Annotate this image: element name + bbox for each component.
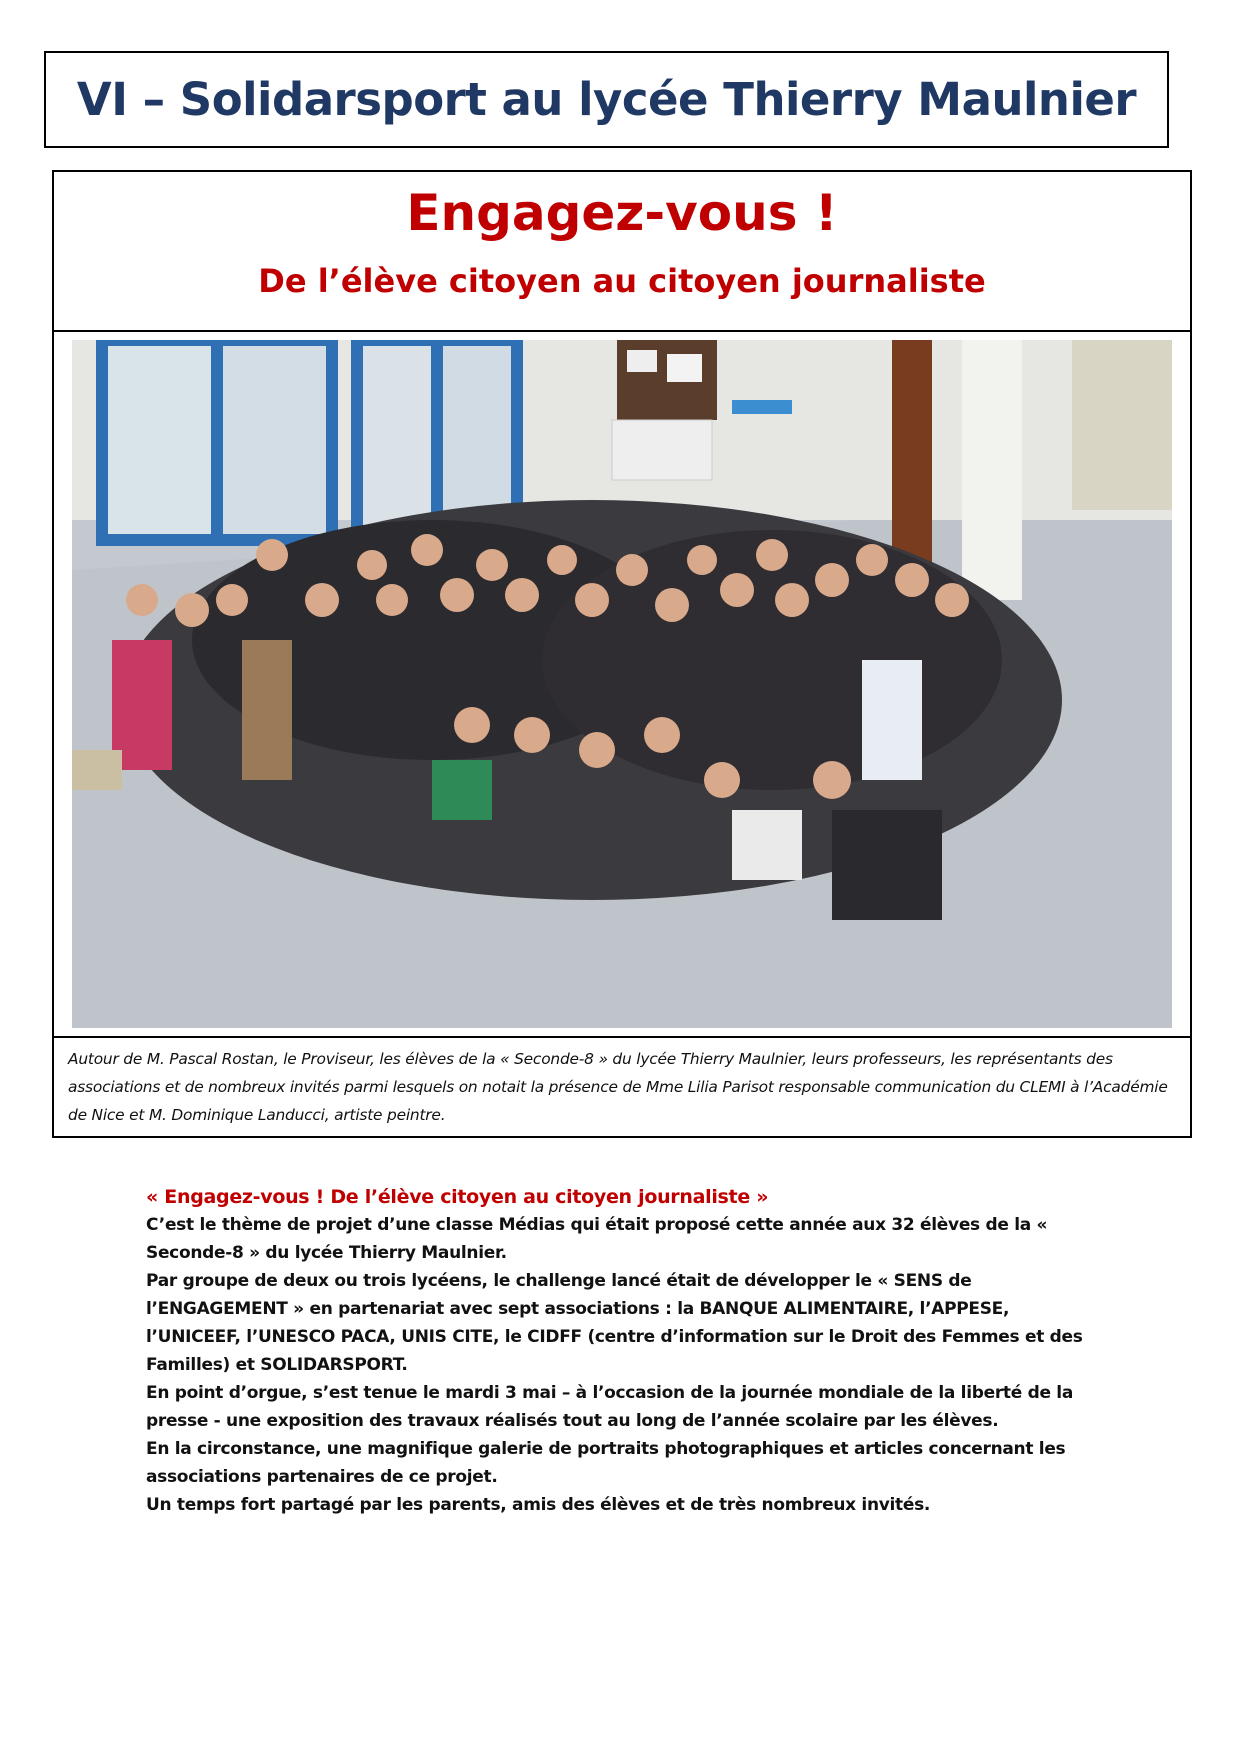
photo-caption: Autour de M. Pascal Rostan, le Proviseur, les élèves de la « Seconde-8 » du lycée Thierry Maulnier, leurs professeurs, les représentants des associations et de nombreux invités parmi lesquels on notait la présence de Mme Lilia Parisot responsable communication du CLEMI à l’Académie de Nice et M. Dominique Landucci, artiste peintre. [68, 1050, 1168, 1124]
body-heading: « Engagez-vous ! De l’élève citoyen au citoyen journaliste » [146, 1186, 769, 1208]
body-paragraph: C’est le thème de projet d’une classe Médias qui était proposé cette année aux 32 élèves de la « Seconde-8 » du lycée Thierry Maulnier. [146, 1215, 1048, 1263]
article-body [146, 1183, 1106, 1519]
section-header [44, 51, 1169, 148]
article-title-area [54, 172, 1190, 332]
body-paragraph: En la circonstance, une magnifique galerie de portraits photographiques et articles concernant les associations partenaires de ce projet. [146, 1439, 1066, 1487]
article-title: Engagez-vous ! [406, 184, 838, 242]
article-subtitle: De l’élève citoyen au citoyen journaliste [258, 262, 986, 300]
body-paragraph: En point d’orgue, s’est tenue le mardi 3 mai – à l’occasion de la journée mondiale de la liberté de la presse - une exposition des travaux réalisés tout au long de l’année scolaire par les élèves. [146, 1383, 1073, 1431]
photo-caption-area [54, 1036, 1190, 1138]
group-photo-illustration [72, 340, 1172, 1028]
group-photo [72, 340, 1172, 1028]
section-title: VI – Solidarsport au lycée Thierry Maulnier [76, 73, 1137, 126]
body-paragraph: Un temps fort partagé par les parents, amis des élèves et de très nombreux invités. [146, 1495, 931, 1515]
body-paragraph: Par groupe de deux ou trois lycéens, le challenge lancé était de développer le « SENS de l’ENGAGEMENT » en partenariat avec sept associations : la BANQUE ALIMENTAIRE, l’APPESE, l’UNICEEF, l’UNESCO PACA, UNIS CITE, le CIDFF (centre d’information sur le Droit des Femmes et des Familles) et SOLIDARSPORT. [146, 1271, 1083, 1375]
article-box [52, 170, 1192, 1138]
